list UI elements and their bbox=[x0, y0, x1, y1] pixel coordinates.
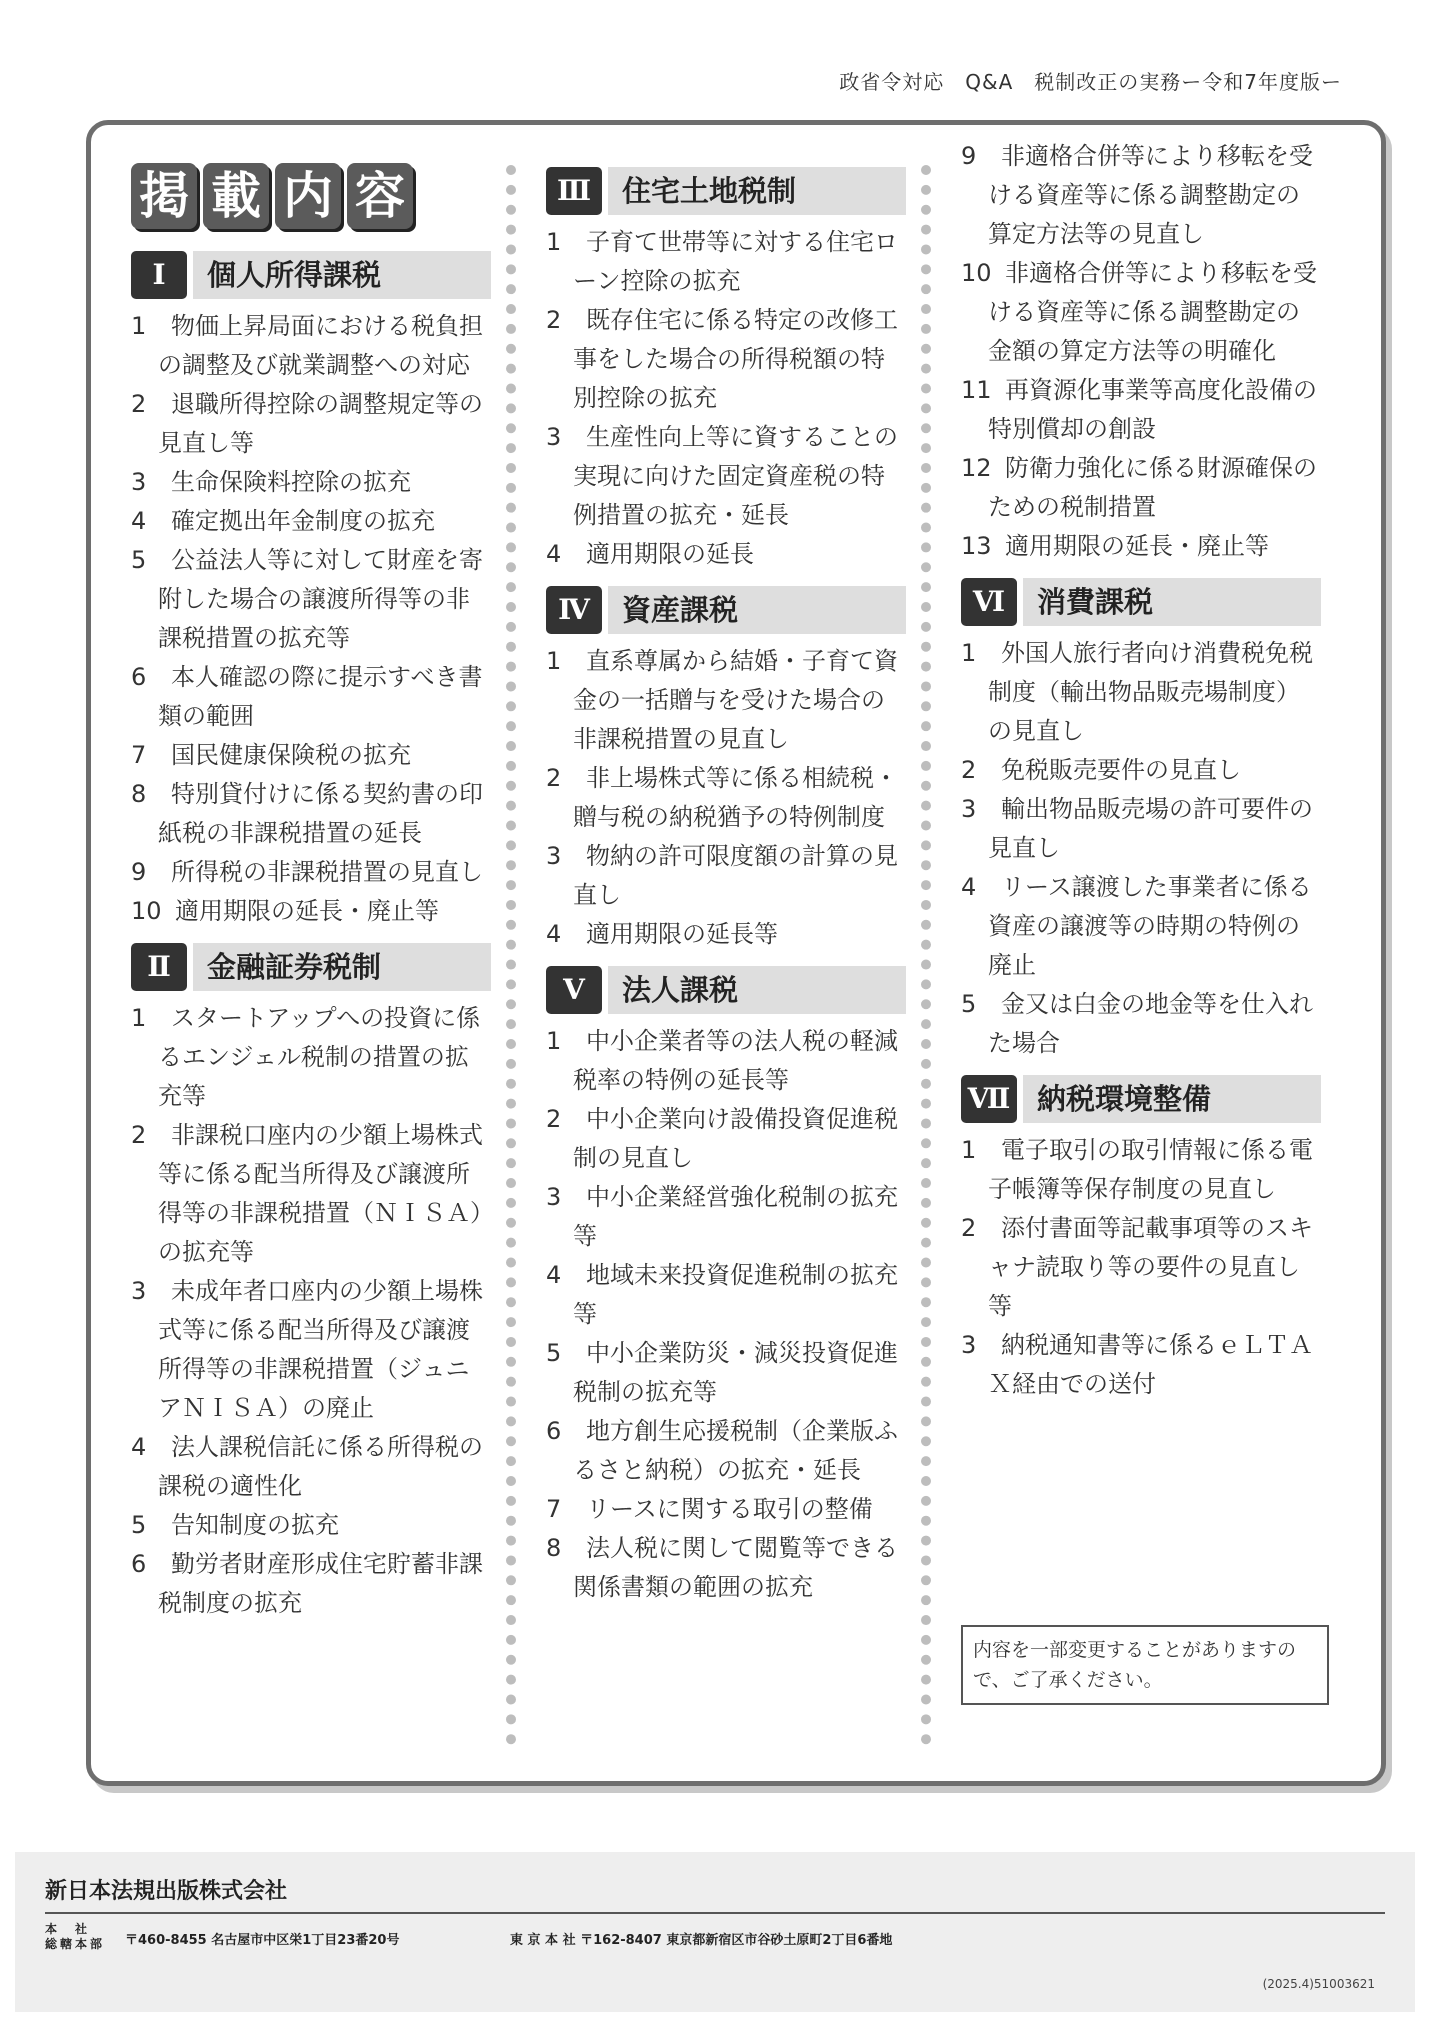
item-text: 物納の許可限度額の計算の見直し bbox=[573, 842, 898, 909]
item-number: 1 bbox=[546, 1027, 562, 1055]
contents-item bbox=[546, 1178, 906, 1256]
section-heading bbox=[546, 167, 906, 215]
section-heading bbox=[546, 586, 906, 634]
contents-item bbox=[131, 853, 491, 892]
page-title bbox=[131, 163, 491, 229]
item-number: 5 bbox=[546, 1339, 562, 1367]
item-number: 1 bbox=[961, 639, 977, 667]
item-text: 適用期限の延長・廃止等 bbox=[175, 897, 439, 925]
item-text: 金又は白金の地金等を仕入れた場合 bbox=[988, 990, 1313, 1057]
item-text: 未成年者口座内の少額上場株式等に係る配当所得及び譲渡所得等の非課税措置（ジュニアＮＩＳＡ）の廃止 bbox=[158, 1277, 483, 1422]
contents-item bbox=[961, 985, 1321, 1063]
item-text: 所得税の非課税措置の見直し bbox=[171, 858, 483, 886]
item-text: 中小企業向け設備投資促進税制の見直し bbox=[573, 1105, 898, 1172]
item-text: 子育て世帯等に対する住宅ローン控除の拡充 bbox=[573, 228, 898, 295]
section-number: Ⅵ bbox=[961, 578, 1017, 626]
contents-item bbox=[961, 634, 1321, 751]
section-individual-income bbox=[131, 251, 491, 931]
item-text: 中小企業経営強化税制の拡充等 bbox=[573, 1183, 898, 1250]
item-text: 法人課税信託に係る所得税の課税の適性化 bbox=[158, 1433, 483, 1500]
item-number: 5 bbox=[961, 990, 977, 1018]
item-number: 3 bbox=[546, 423, 562, 451]
section-heading bbox=[961, 1075, 1321, 1123]
item-number: 10 bbox=[131, 897, 162, 925]
item-number: 4 bbox=[961, 873, 977, 901]
item-number: 8 bbox=[546, 1534, 562, 1562]
title-char: 内 bbox=[275, 163, 341, 229]
contents-item bbox=[131, 892, 491, 931]
contents-item bbox=[546, 301, 906, 418]
item-text: 法人税に関して閲覧等できる関係書類の範囲の拡充 bbox=[573, 1534, 898, 1601]
contents-item bbox=[131, 541, 491, 658]
contents-item bbox=[961, 137, 1321, 254]
item-number: 6 bbox=[131, 663, 147, 691]
item-text: 防衛力強化に係る財源確保のための税制措置 bbox=[988, 454, 1317, 521]
item-number: 4 bbox=[546, 540, 562, 568]
section-title: 法人課税 bbox=[608, 966, 906, 1014]
section-tax-environment bbox=[961, 1075, 1321, 1404]
item-text: 納税通知書等に係るｅＬＴＡＸ経由での送付 bbox=[988, 1331, 1313, 1398]
item-text: 中小企業防災・減災投資促進税制の拡充等 bbox=[573, 1339, 898, 1406]
section-number: Ⅳ bbox=[546, 586, 602, 634]
contents-item bbox=[546, 1529, 906, 1607]
contents-item bbox=[131, 999, 491, 1116]
contents-item bbox=[546, 1490, 906, 1529]
item-number: 6 bbox=[131, 1550, 147, 1578]
section-consumption-tax bbox=[961, 578, 1321, 1063]
item-text: 国民健康保険税の拡充 bbox=[171, 741, 411, 769]
contents-item bbox=[546, 1022, 906, 1100]
item-text: 公益法人等に対して財産を寄附した場合の譲渡所得等の非課税措置の拡充等 bbox=[158, 546, 483, 652]
item-number: 4 bbox=[131, 1433, 147, 1461]
item-number: 2 bbox=[546, 764, 562, 792]
item-number: 2 bbox=[131, 1121, 147, 1149]
contents-item bbox=[131, 385, 491, 463]
header-title: 政省令対応 Q&A 税制改正の実務ー令和7年度版ー bbox=[839, 70, 1342, 94]
contents-item bbox=[131, 658, 491, 736]
contents-item bbox=[131, 1428, 491, 1506]
section-title: 個人所得課税 bbox=[193, 251, 491, 299]
item-text: 適用期限の延長・廃止等 bbox=[1005, 532, 1269, 560]
item-number: 7 bbox=[546, 1495, 562, 1523]
section-housing-land bbox=[546, 167, 906, 574]
item-number: 2 bbox=[961, 756, 977, 784]
item-text: 非上場株式等に係る相続税・贈与税の納税猶予の特例制度 bbox=[573, 764, 898, 831]
contents-item bbox=[961, 868, 1321, 985]
title-char: 容 bbox=[347, 163, 413, 229]
item-number: 7 bbox=[131, 741, 147, 769]
item-number: 3 bbox=[961, 1331, 977, 1359]
contents-item bbox=[546, 418, 906, 535]
item-text: 生産性向上等に資することの実現に向けた固定資産税の特例措置の拡充・延長 bbox=[573, 423, 898, 529]
item-text: 非課税口座内の少額上場株式等に係る配当所得及び譲渡所得等の非課税措置（ＮＩＳＡ）の拡充等 bbox=[158, 1121, 483, 1266]
item-text: リース譲渡した事業者に係る資産の譲渡等の時期の特例の廃止 bbox=[988, 873, 1312, 979]
item-text: 再資源化事業等高度化設備の特別償却の創設 bbox=[988, 376, 1317, 443]
contents-item bbox=[131, 1506, 491, 1545]
contents-item bbox=[131, 307, 491, 385]
contents-item bbox=[961, 371, 1321, 449]
section-number: Ⅶ bbox=[961, 1075, 1017, 1123]
item-number: 2 bbox=[961, 1214, 977, 1242]
item-number: 12 bbox=[961, 454, 992, 482]
office-label-line: 本 社 bbox=[45, 1922, 91, 1936]
item-number: 9 bbox=[961, 142, 977, 170]
item-number: 3 bbox=[546, 1183, 562, 1211]
section-heading bbox=[961, 578, 1321, 626]
item-number: 3 bbox=[961, 795, 977, 823]
item-number: 9 bbox=[131, 858, 147, 886]
section-corporate-tax bbox=[546, 966, 906, 1607]
contents-item bbox=[961, 790, 1321, 868]
item-text: リースに関する取引の整備 bbox=[586, 1495, 873, 1523]
item-text: 非適格合併等により移転を受ける資産等に係る調整勘定の算定方法等の見直し bbox=[988, 142, 1313, 248]
section-heading bbox=[546, 966, 906, 1014]
section-number: Ⅴ bbox=[546, 966, 602, 1014]
contents-item bbox=[961, 449, 1321, 527]
item-number: 4 bbox=[131, 507, 147, 535]
notice-box: 内容を一部変更することがありますので、ご了承ください。 bbox=[961, 1625, 1329, 1705]
contents-item bbox=[131, 736, 491, 775]
column-1 bbox=[131, 155, 491, 1623]
item-text: 生命保険料控除の拡充 bbox=[171, 468, 411, 496]
footer-divider bbox=[45, 1912, 1385, 1914]
contents-item bbox=[131, 1545, 491, 1623]
item-number: 1 bbox=[131, 312, 147, 340]
contents-item bbox=[546, 1256, 906, 1334]
contents-item bbox=[131, 463, 491, 502]
item-text: 告知制度の拡充 bbox=[171, 1511, 339, 1539]
section-title: 納税環境整備 bbox=[1023, 1075, 1321, 1123]
section-number: Ⅲ bbox=[546, 167, 602, 215]
contents-item bbox=[131, 775, 491, 853]
item-text: 適用期限の延長等 bbox=[586, 920, 778, 948]
contents-item bbox=[961, 527, 1321, 566]
section-number: Ⅱ bbox=[131, 943, 187, 991]
section-number: Ⅰ bbox=[131, 251, 187, 299]
section-title: 金融証券税制 bbox=[193, 943, 491, 991]
item-number: 5 bbox=[131, 546, 147, 574]
item-text: 免税販売要件の見直し bbox=[1001, 756, 1241, 784]
head-office-address: 〒460-8455 名古屋市中区栄1丁目23番20号 bbox=[125, 1933, 400, 1948]
office-label-line: 総轄本部 bbox=[45, 1937, 106, 1951]
section-title: 住宅土地税制 bbox=[608, 167, 906, 215]
column-2 bbox=[546, 155, 906, 1607]
item-text: 中小企業者等の法人税の軽減税率の特例の延長等 bbox=[573, 1027, 898, 1094]
item-text: 地方創生応援税制（企業版ふるさと納税）の拡充・延長 bbox=[573, 1417, 898, 1484]
contents-item bbox=[131, 502, 491, 541]
item-number: 6 bbox=[546, 1417, 562, 1445]
item-number: 8 bbox=[131, 780, 147, 808]
section-corporate-tax-continued bbox=[961, 137, 1321, 566]
tokyo-office-address: 東 京 本 社 〒162-8407 東京都新宿区市谷砂土原町2丁目6番地 bbox=[510, 1933, 893, 1948]
contents-item bbox=[131, 1116, 491, 1272]
section-title: 消費課税 bbox=[1023, 578, 1321, 626]
contents-item bbox=[961, 254, 1321, 371]
contents-item bbox=[546, 837, 906, 915]
item-text: 輸出物品販売場の許可要件の見直し bbox=[988, 795, 1313, 862]
title-char: 掲 bbox=[131, 163, 197, 229]
item-number: 2 bbox=[546, 306, 562, 334]
contents-item bbox=[546, 535, 906, 574]
item-text: 添付書面等記載事項等のスキャナ読取り等の要件の見直し等 bbox=[988, 1214, 1313, 1320]
item-number: 1 bbox=[546, 647, 562, 675]
item-number: 3 bbox=[131, 1277, 147, 1305]
contents-item bbox=[546, 223, 906, 301]
item-number: 5 bbox=[131, 1511, 147, 1539]
item-number: 1 bbox=[131, 1004, 147, 1032]
contents-item bbox=[961, 751, 1321, 790]
item-text: 適用期限の延長 bbox=[586, 540, 754, 568]
column-divider bbox=[506, 165, 516, 1745]
title-char: 載 bbox=[203, 163, 269, 229]
publisher-name: 新日本法規出版株式会社 bbox=[45, 1879, 288, 1904]
item-number: 2 bbox=[546, 1105, 562, 1133]
footer bbox=[15, 1852, 1415, 2012]
contents-item bbox=[131, 1272, 491, 1428]
item-text: 地域未来投資促進税制の拡充等 bbox=[573, 1261, 898, 1328]
item-text: 既存住宅に係る特定の改修工事をした場合の所得税額の特別控除の拡充 bbox=[573, 306, 898, 412]
item-number: 1 bbox=[961, 1136, 977, 1164]
section-title: 資産課税 bbox=[608, 586, 906, 634]
item-text: 直系尊属から結婚・子育て資金の一括贈与を受けた場合の非課税措置の見直し bbox=[573, 647, 898, 753]
contents-item bbox=[546, 759, 906, 837]
column-3 bbox=[961, 137, 1321, 1691]
section-asset-tax bbox=[546, 586, 906, 954]
item-number: 1 bbox=[546, 228, 562, 256]
item-number: 2 bbox=[131, 390, 147, 418]
contents-frame bbox=[86, 120, 1386, 1786]
contents-item bbox=[546, 915, 906, 954]
column-divider bbox=[921, 165, 931, 1745]
item-text: 確定拠出年金制度の拡充 bbox=[171, 507, 435, 535]
item-number: 4 bbox=[546, 1261, 562, 1289]
contents-item bbox=[961, 1131, 1321, 1209]
contents-item bbox=[546, 1334, 906, 1412]
contents-item bbox=[961, 1209, 1321, 1326]
item-text: 退職所得控除の調整規定等の見直し等 bbox=[158, 390, 483, 457]
item-text: 特別貸付けに係る契約書の印紙税の非課税措置の延長 bbox=[158, 780, 483, 847]
catalog-code: (2025.4)51003621 bbox=[1262, 1977, 1375, 1991]
item-number: 11 bbox=[961, 376, 992, 404]
contents-item bbox=[546, 1100, 906, 1178]
item-text: 物価上昇局面における税負担の調整及び就業調整への対応 bbox=[158, 312, 483, 379]
item-number: 3 bbox=[131, 468, 147, 496]
item-text: 電子取引の取引情報に係る電子帳簿等保存制度の見直し bbox=[988, 1136, 1313, 1203]
item-text: スタートアップへの投資に係るエンジェル税制の措置の拡充等 bbox=[158, 1004, 481, 1110]
item-number: 4 bbox=[546, 920, 562, 948]
contents-item bbox=[546, 1412, 906, 1490]
item-number: 10 bbox=[961, 259, 992, 287]
section-heading bbox=[131, 251, 491, 299]
contents-item bbox=[546, 642, 906, 759]
item-text: 非適格合併等により移転を受ける資産等に係る調整勘定の金額の算定方法等の明確化 bbox=[988, 259, 1317, 365]
item-number: 13 bbox=[961, 532, 992, 560]
office-label bbox=[45, 1922, 105, 1952]
contents-item bbox=[961, 1326, 1321, 1404]
section-heading bbox=[131, 943, 491, 991]
section-financial-securities bbox=[131, 943, 491, 1623]
item-text: 本人確認の際に提示すべき書類の範囲 bbox=[158, 663, 483, 730]
item-text: 勤労者財産形成住宅貯蓄非課税制度の拡充 bbox=[158, 1550, 483, 1617]
item-text: 外国人旅行者向け消費税免税制度（輸出物品販売場制度）の見直し bbox=[988, 639, 1313, 745]
item-number: 3 bbox=[546, 842, 562, 870]
